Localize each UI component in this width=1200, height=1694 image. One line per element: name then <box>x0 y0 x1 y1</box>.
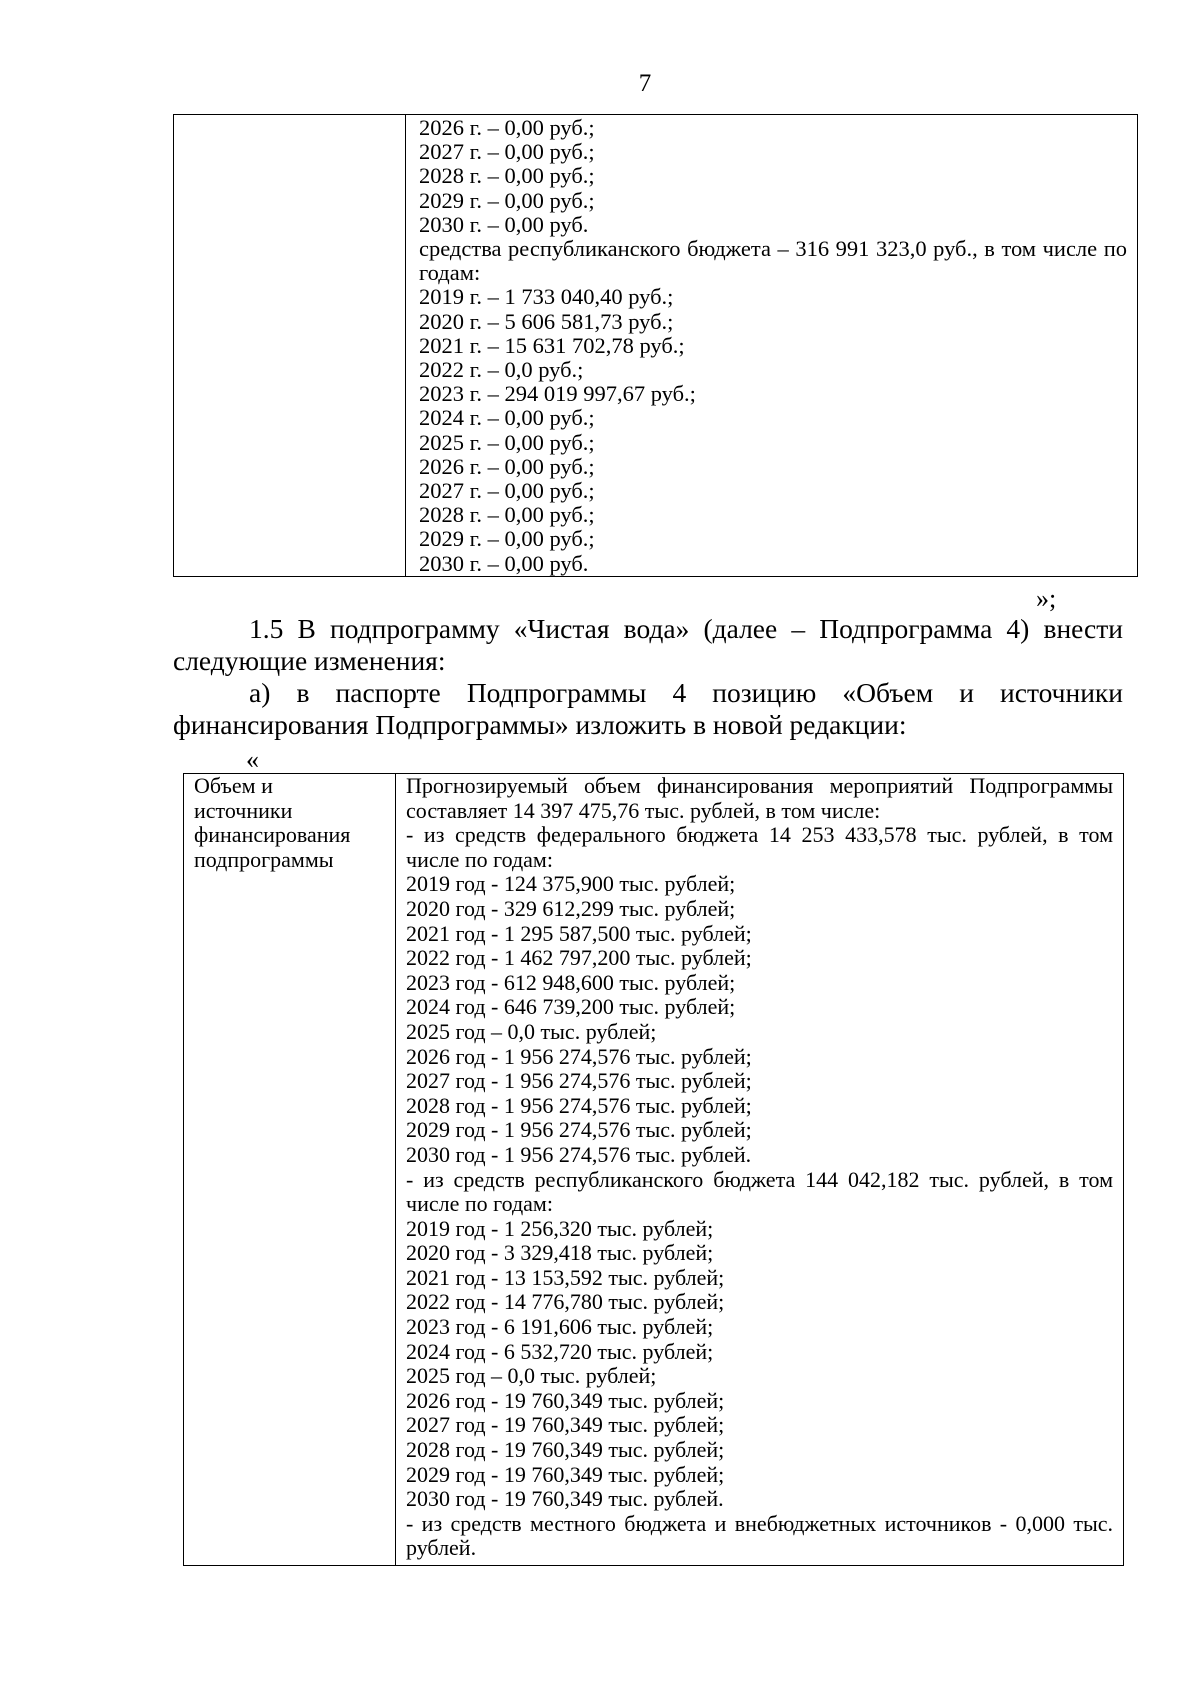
year-line: 2026 год - 19 760,349 тыс. рублей; <box>406 1387 725 1413</box>
year-line: 2022 год - 1 462 797,200 тыс. рублей; <box>406 945 752 971</box>
year-line: 2029 г. – 0,00 руб.; <box>419 187 595 213</box>
republic-budget-heading: средства республиканского бюджета – 316 991 323,0 руб., в том числе по годам: <box>419 236 1127 286</box>
closing-quote: »; <box>1036 584 1057 613</box>
year-line: 2030 год - 19 760,349 тыс. рублей. <box>406 1486 724 1512</box>
year-line: 2024 г. – 0,00 руб.; <box>419 405 595 431</box>
label-line: подпрограммы <box>194 846 334 872</box>
subprogram-funding-table <box>183 773 1124 1566</box>
year-line: 2025 г. – 0,00 руб.; <box>419 429 595 455</box>
year-line: 2026 г. – 0,00 руб.; <box>419 453 595 479</box>
label-line: финансирования <box>194 822 351 848</box>
year-line: 2020 г. – 5 606 581,73 руб.; <box>419 308 674 334</box>
funding-table-continued <box>173 114 1138 577</box>
year-line: 2028 год - 1 956 274,576 тыс. рублей; <box>406 1092 752 1118</box>
year-line: 2019 г. – 1 733 040,40 руб.; <box>419 284 674 310</box>
year-line: 2024 год - 6 532,720 тыс. рублей; <box>406 1338 714 1364</box>
label-cell <box>184 774 396 1566</box>
year-line: 2028 г. – 0,00 руб.; <box>419 163 595 189</box>
year-line: 2027 год - 1 956 274,576 тыс. рублей; <box>406 1068 752 1094</box>
year-line: 2029 год - 1 956 274,576 тыс. рублей; <box>406 1117 752 1143</box>
year-line: 2029 г. – 0,00 руб.; <box>419 526 595 552</box>
year-line: 2023 г. – 294 019 997,67 руб.; <box>419 381 696 407</box>
year-line: 2021 г. – 15 631 702,78 руб.; <box>419 332 685 358</box>
year-line: 2021 год - 1 295 587,500 тыс. рублей; <box>406 920 752 946</box>
local-budget-heading: - из средств местного бюджета и внебюджетных источников - 0,000 тыс. рублей. <box>406 1510 1113 1561</box>
year-line: 2019 год - 124 375,900 тыс. рублей; <box>406 871 736 897</box>
year-line: 2028 г. – 0,00 руб.; <box>419 502 595 528</box>
year-line: 2026 г. – 0,00 руб.; <box>419 115 595 140</box>
year-line: 2027 г. – 0,00 руб.; <box>419 139 595 165</box>
content-cell <box>406 115 1138 577</box>
funding-intro: Прогнозируемый объем финансирования мероприятий Подпрограммы составляет 14 397 475,76 тыс. рублей, в том числе: <box>406 773 1113 823</box>
year-line: 2021 год - 13 153,592 тыс. рублей; <box>406 1264 725 1290</box>
federal-budget-heading: - из средств федерального бюджета 14 253 433,578 тыс. рублей, в том числе по годам: <box>406 822 1113 872</box>
year-line: 2020 год - 329 612,299 тыс. рублей; <box>406 895 736 921</box>
republic-budget-heading: - из средств республиканского бюджета 144 042,182 тыс. рублей, в том числе по годам: <box>406 1166 1113 1217</box>
year-line: 2030 г. – 0,00 руб. <box>419 211 589 237</box>
year-line: 2025 год – 0,0 тыс. рублей; <box>406 1018 657 1044</box>
label-line: Объем и <box>194 773 273 798</box>
year-line: 2028 год - 19 760,349 тыс. рублей; <box>406 1437 725 1463</box>
year-line: 2029 год - 19 760,349 тыс. рублей; <box>406 1461 725 1487</box>
year-line: 2020 год - 3 329,418 тыс. рублей; <box>406 1240 714 1266</box>
opening-quote: « <box>246 745 259 774</box>
label-cell <box>174 115 406 577</box>
year-line: 2023 год - 612 948,600 тыс. рублей; <box>406 969 736 995</box>
label-line: источники <box>194 797 293 823</box>
year-line: 2022 г. – 0,0 руб.; <box>419 357 584 383</box>
year-line: 2027 г. – 0,00 руб.; <box>419 478 595 504</box>
paragraph-a: а) в паспорте Подпрограммы 4 позицию «Объем и источники финансирования Подпрограммы» изложить в новой редакции: <box>173 677 1123 740</box>
year-line: 2024 год - 646 739,200 тыс. рублей; <box>406 994 736 1020</box>
year-line: 2030 год - 1 956 274,576 тыс. рублей. <box>406 1141 752 1167</box>
year-line: 2023 год - 6 191,606 тыс. рублей; <box>406 1314 714 1340</box>
year-line: 2030 г. – 0,00 руб. <box>419 550 589 576</box>
year-line: 2027 год - 19 760,349 тыс. рублей; <box>406 1412 725 1438</box>
year-line: 2026 год - 1 956 274,576 тыс. рублей; <box>406 1043 752 1069</box>
year-line: 2022 год - 14 776,780 тыс. рублей; <box>406 1289 725 1315</box>
paragraph-1-5: 1.5 В подпрограмму «Чистая вода» (далее – Подпрограмма 4) внести следующие изменения: <box>173 613 1123 676</box>
content-cell <box>396 774 1124 1566</box>
page-number: 7 <box>638 70 652 97</box>
year-line: 2019 год - 1 256,320 тыс. рублей; <box>406 1215 714 1241</box>
year-line: 2025 год – 0,0 тыс. рублей; <box>406 1363 657 1389</box>
